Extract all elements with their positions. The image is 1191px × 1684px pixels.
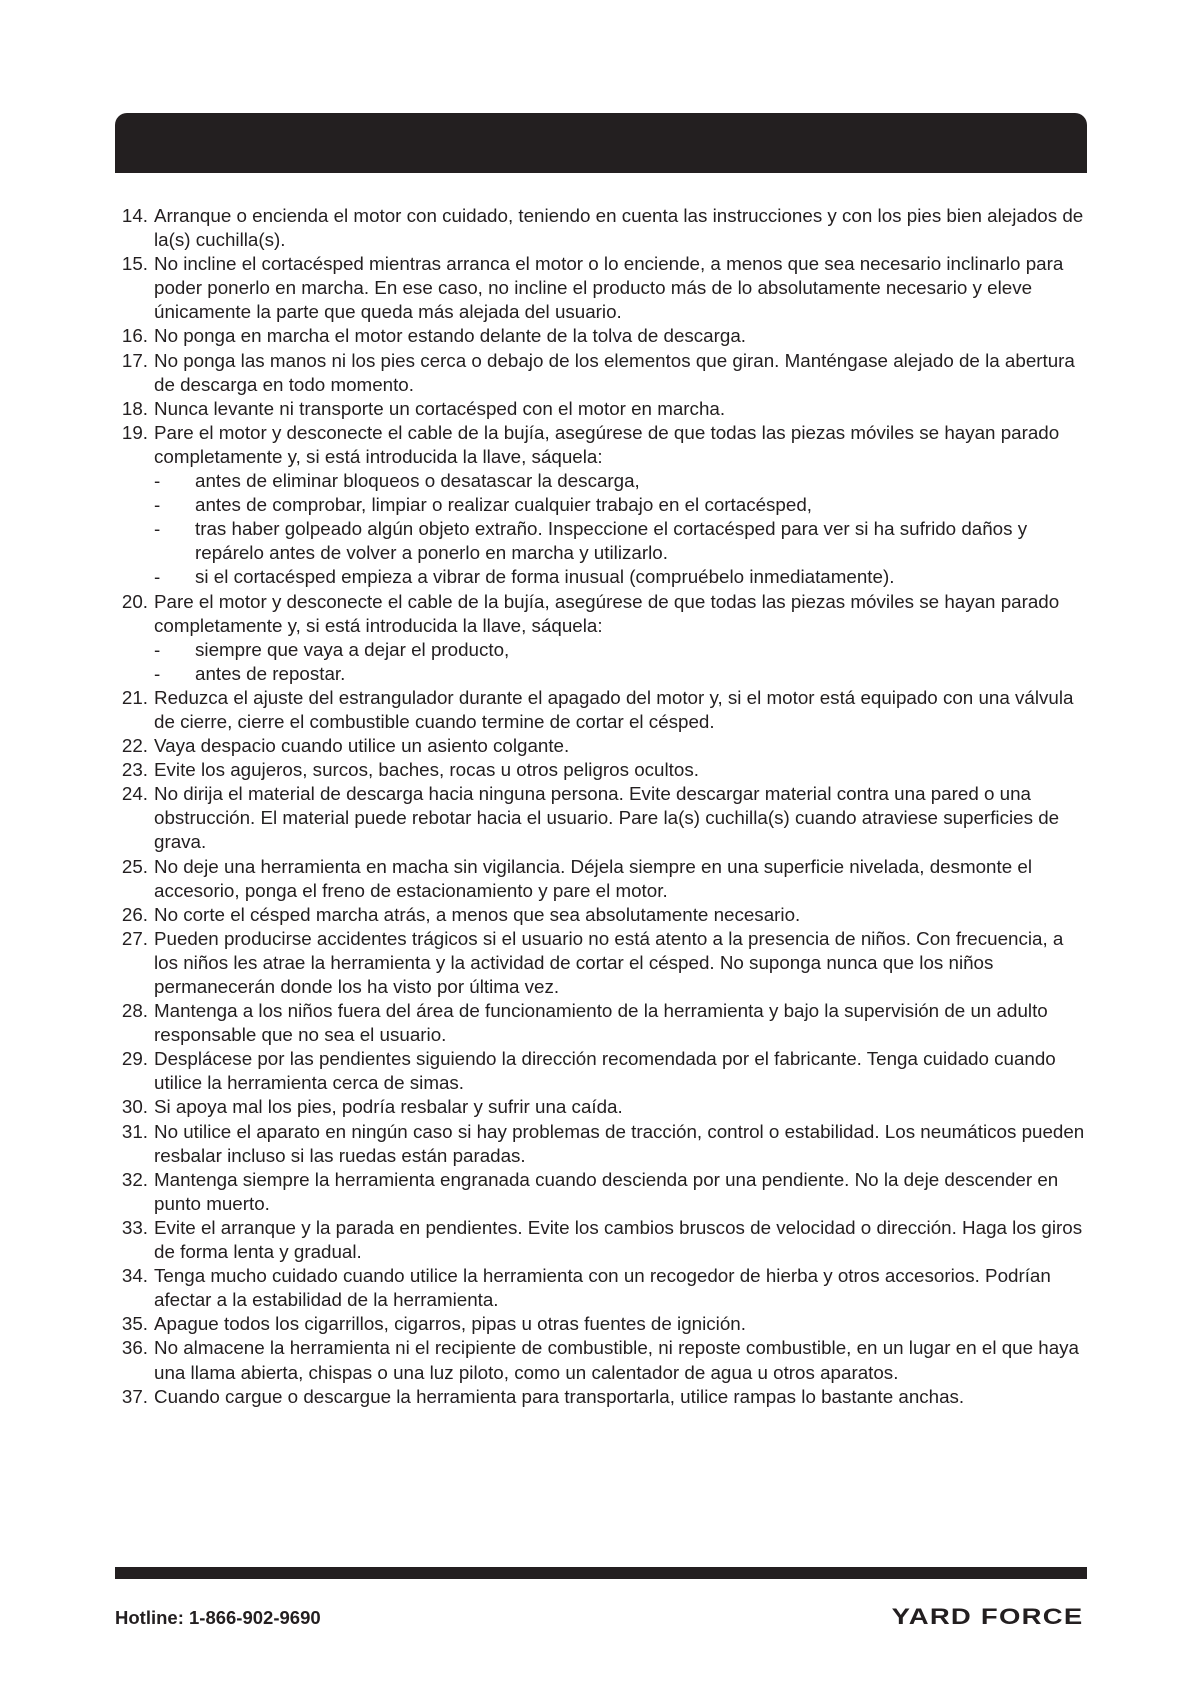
sub-item-text: antes de eliminar bloqueos o desatascar la descarga, [195,470,640,492]
list-item [113,1264,1091,1312]
item-text: Desplácese por las pendientes siguiendo la dirección recomendada por el fabricante. Tenga cuidado cuando utilice la herramienta cerca de simas. [154,1048,1056,1094]
list-item [113,397,1091,421]
item-text: No dirija el material de descarga hacia ninguna persona. Evite descargar material contra una pared o una obstrucción. El material puede rebotar hacia el usuario. Pare la(s) cuchilla(s) cuando atraviese superficies de grava. [154,783,1060,853]
item-number: 30. [121,1096,148,1118]
item-number: 32. [121,1168,148,1190]
list-item [113,349,1091,397]
sub-item-text: tras haber golpeado algún objeto extraño. Inspeccione el cortacésped para ver si ha sufrido daños y repárelo antes de volver a ponerlo en marcha y utilizarlo. [195,518,1028,564]
item-number: 33. [121,1216,148,1238]
item-text: No incline el cortacésped mientras arranca el motor o lo enciende, a menos que sea necesario inclinarlo para poder ponerlo en marcha. En ese caso, no incline el producto más de lo absolutamente necesario y eleve únicamente la parte que queda más alejada del usuario. [154,253,1064,323]
item-text: No almacene la herramienta ni el recipiente de combustible, ni reposte combustible, en un lugar en el que haya una llama abierta, chispas o una luz piloto, como un calentador de agua u otros aparatos. [154,1337,1080,1383]
list-item [113,999,1091,1047]
safety-instructions-list [113,204,1091,1409]
item-number: 22. [121,735,148,757]
list-item [113,734,1091,758]
list-item [113,1336,1091,1384]
item-number: 27. [121,927,148,949]
item-text: Mantenga a los niños fuera del área de funcionamiento de la herramienta y bajo la supervisión de un adulto responsable que no sea el usuario. [154,1000,1048,1046]
list-item [113,782,1091,854]
item-number: 34. [121,1265,148,1287]
item-number: 28. [121,1000,148,1022]
sub-item [154,565,1091,589]
item-text: Tenga mucho cuidado cuando utilice la herramienta con un recogedor de hierba y otros accesorios. Podrían afectar a la estabilidad de la herramienta. [154,1265,1051,1311]
item-text: Si apoya mal los pies, podría resbalar y sufrir una caída. [154,1096,623,1118]
sub-item [154,517,1091,565]
sub-item-text: siempre que vaya a dejar el producto, [195,638,510,660]
item-number: 35. [121,1313,148,1335]
brand-logo: YARD FORCE [891,1604,1083,1629]
dash-bullet: - [154,494,161,516]
list-item [113,1047,1091,1095]
item-text: Evite los agujeros, surcos, baches, rocas u otros peligros ocultos. [154,759,699,781]
list-item [113,1385,1091,1409]
list-item [113,1095,1091,1119]
item-number: 17. [121,349,148,371]
list-item [113,252,1091,324]
item-number: 15. [121,253,148,275]
dash-bullet: - [154,638,161,660]
header-bar [115,113,1087,173]
item-number: 24. [121,783,148,805]
list-item [113,686,1091,734]
list-item [113,927,1091,999]
item-text: No ponga en marcha el motor estando delante de la tolva de descarga. [154,325,746,347]
list-item [113,1120,1091,1168]
list-item [113,1312,1091,1336]
sub-item [154,662,1091,686]
item-number: 23. [121,759,148,781]
item-number: 31. [121,1120,148,1142]
item-number: 26. [121,903,148,925]
list-item [113,758,1091,782]
sub-item [154,638,1091,662]
sub-item-text: antes de comprobar, limpiar o realizar cualquier trabajo en el cortacésped, [195,494,812,516]
dash-bullet: - [154,662,161,684]
item-text: Evite el arranque y la parada en pendientes. Evite los cambios bruscos de velocidad o dirección. Haga los giros de forma lenta y gradual. [154,1216,1083,1263]
item-text: No ponga las manos ni los pies cerca o debajo de los elementos que giran. Manténgase alejado de la abertura de descarga en todo momento. [154,349,1075,395]
item-text: Reduzca el ajuste del estrangulador durante el apagado del motor y, si el motor está equipado con una válvula de cierre, cierre el combustible cuando termine de cortar el césped. [154,686,1074,732]
item-number: 19. [121,421,148,443]
item-text: Apague todos los cigarrillos, cigarros, pipas u otras fuentes de ignición. [154,1313,746,1335]
item-number: 21. [121,686,148,708]
list-item [113,324,1091,348]
item-text: Pare el motor y desconecte el cable de la bujía, asegúrese de que todas las piezas móviles se hayan parado completamente y, si está introducida la llave, sáquela: [154,590,1060,636]
list-item [113,590,1091,686]
item-number: 18. [121,397,148,419]
item-text: No deje una herramienta en macha sin vigilancia. Déjela siempre en una superficie nivelada, desmonte el accesorio, ponga el freno de estacionamiento y pare el motor. [154,855,1033,901]
list-item [113,421,1091,590]
item-number: 29. [121,1048,148,1070]
item-number: 36. [121,1337,148,1359]
item-text: Cuando cargue o descargue la herramienta para transportarla, utilice rampas lo bastante anchas. [154,1385,965,1407]
item-number: 37. [121,1385,148,1407]
footer-rule [115,1567,1087,1579]
dash-bullet: - [154,470,161,492]
item-text: Arranque o encienda el motor con cuidado, teniendo en cuenta las instrucciones y con los pies bien alejados de la(s) cuchilla(s). [154,205,1084,251]
item-number: 20. [121,590,148,612]
sub-item [154,469,1091,493]
sub-item-text: antes de repostar. [195,662,346,684]
hotline-text: Hotline: 1-866-902-9690 [115,1607,321,1628]
list-item [113,855,1091,903]
item-text: Mantenga siempre la herramienta engranada cuando descienda por una pendiente. No la deje descender en punto muerto. [154,1168,1059,1214]
item-text: Nunca levante ni transporte un cortacésped con el motor en marcha. [154,397,726,419]
item-number: 25. [121,855,148,877]
list-item [113,1168,1091,1216]
sub-item-text: si el cortacésped empieza a vibrar de forma inusual (compruébelo inmediatamente). [195,566,895,588]
list-item [113,204,1091,252]
item-number: 16. [121,325,148,347]
list-item [113,1216,1091,1264]
dash-bullet: - [154,518,161,540]
item-number: 14. [121,205,148,226]
sub-item [154,493,1091,517]
item-text: Pare el motor y desconecte el cable de la bujía, asegúrese de que todas las piezas móviles se hayan parado completamente y, si está introducida la llave, sáquela: [154,421,1060,467]
dash-bullet: - [154,566,161,588]
item-text: Vaya despacio cuando utilice un asiento colgante. [154,735,570,757]
item-text: No utilice el aparato en ningún caso si hay problemas de tracción, control o estabilidad. Los neumáticos pueden resbalar incluso si las ruedas están paradas. [154,1120,1085,1166]
item-text: No corte el césped marcha atrás, a menos que sea absolutamente necesario. [154,903,801,925]
list-item [113,903,1091,927]
item-text: Pueden producirse accidentes trágicos si el usuario no está atento a la presencia de niños. Con frecuencia, a los niños les atrae la herramienta y la actividad de cortar el césped. No suponga nunca que los niños permanecerán donde los ha visto por última vez. [154,927,1064,997]
